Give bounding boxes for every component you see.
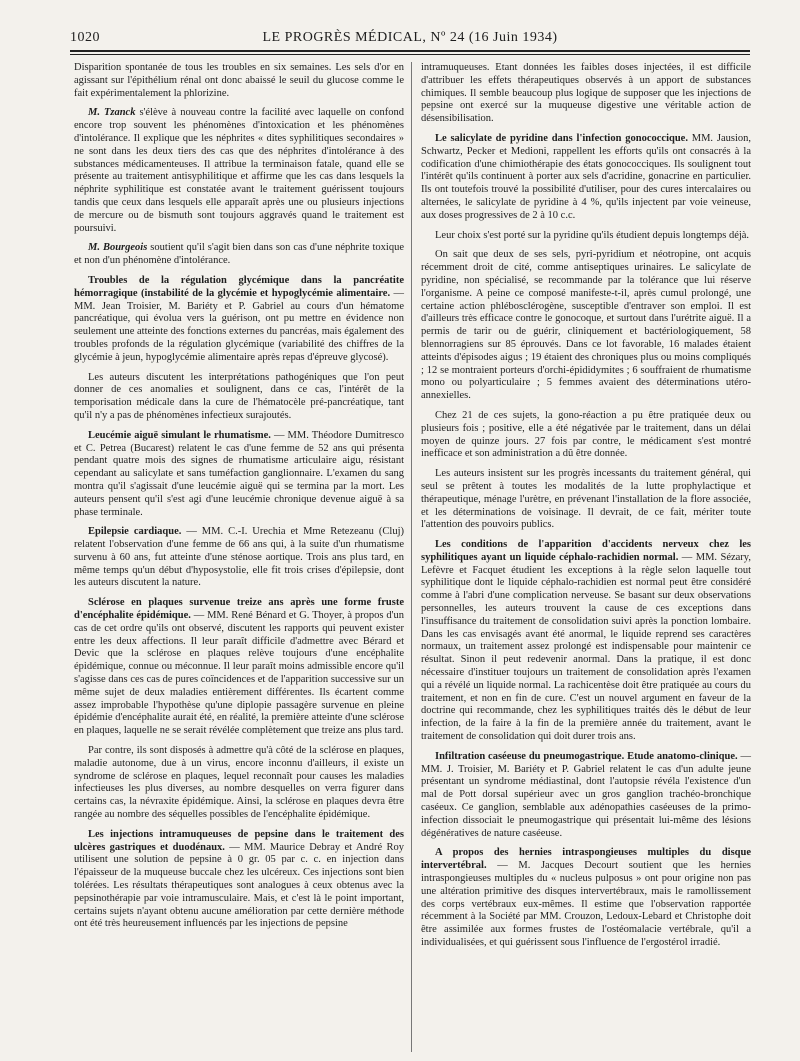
- section-heading: Troubles de la régulation glycémique dans la pancréatite hémorragique (instabilité de la glycémie et hypoglycémie alimentaire.: [74, 274, 404, 299]
- paragraph-text: Les auteurs discutent les interprétations pathogéniques que l'on peut donner de ces anomalies et soulignent, dans ce cas, l'intérêt de la temporisation médicale dans la cure de l'hématocèle pré-pancréatique, tant qu'il n'y a pas de phénomènes infectieux surajoutés.: [74, 371, 404, 421]
- paragraph-text: — M. Jacques Decourt soutient que les hernies intraspongieuses multiples du « nucleus pulposus » ont pour origine non pas une altération primitive des disques intervertébraux, mais le ramollissement des corps vertébraux eux-mêmes. Il estime que l'observation rapportée récemment à la Société par MM. Crouzon, Ledoux-Lebard et Christophe doit être assimilée aux formes frustes de l'ostéomalacie vertébrale, qu'il a individualisées, et qui guérissent sous l'influence de l'ergostérol irradié.: [421, 860, 751, 948]
- section-heading: Les conditions de l'apparition d'accidents nerveux chez les syphilitiques ayant un liquide céphalo-rachidien normal.: [421, 539, 751, 563]
- column-separator: [411, 62, 412, 1052]
- paragraph-text: Chez 21 de ces sujets, la gono-réaction a pu être pratiquée deux ou plusieurs fois ; positive, elle a été négativée par le traitement, dans un délai moyen de quinze jours. 27 fois par contre, le médicament s'est montré inefficace et son administration a dû être donnée.: [421, 409, 751, 460]
- section-heading: Leucémie aiguë simulant le rhumatisme.: [88, 429, 271, 441]
- paragraph: [74, 829, 404, 931]
- journal-title: LE PROGRÈS MÉDICAL, Nº 24 (16 Juin 1934): [262, 30, 558, 45]
- paragraph: [74, 597, 404, 738]
- paragraph-text: Les auteurs insistent sur les progrès incessants du traitement général, qui seul se prêtent à toutes les modalités de la lutte prophylactique et thérapeutique, ménage l'urètre, en prévenant l'installation de la flore associée, et les déterminations de voisinage. Il devrait, de ce fait, mériter toute l'attention des pouvoirs publics.: [421, 468, 751, 531]
- page-number: 1020: [70, 30, 100, 45]
- paragraph-text: s'élève à nouveau contre la facilité avec laquelle on confond encore trop souvent les phénomènes d'intoxication et les phénomènes d'intolérance. Il explique que les néphrites « dites syphilitiques secondaires » ne sont dans les deux tiers des cas que des néphrites d'intolérance à des substances médicamenteuses. Il attribue la terminaison fatale, quand elle se présente au traitement antisyphilitique et affirme que les cas dans lesquels la néphrite syphilitique est constatée avant le traitement guérissent toujours tandis que ceux dans lesquels elle apparaît après une ou plusieurs injections de mercure ou de bismuth sont toujours aggravés quand le traitement est poursuivi.: [74, 107, 404, 234]
- section-heading: Les injections intramuqueuses de pepsine dans le traitement des ulcères gastriques et duodénaux.: [74, 828, 404, 853]
- paragraph: [421, 133, 751, 223]
- paragraph: [74, 62, 404, 100]
- paragraph: [421, 847, 751, 949]
- paragraph: [74, 107, 404, 235]
- paragraph: [74, 242, 404, 268]
- header-rule-thin: [70, 54, 750, 55]
- paragraph: [74, 275, 404, 365]
- section-heading: Epilepsie cardiaque.: [88, 526, 182, 538]
- section-heading: A propos des hernies intraspongieuses multiples du disque intervertébral.: [421, 847, 751, 872]
- paragraph-text: MM. Jausion, Schwartz, Pecker et Medioni, rappellent les efforts qu'ils ont consacrés à la codification d'une chimiothérapie des états gonococciques. Ils soulignent tout l'intérêt qu'ils continuent à porter aux sels d'acridine, gonacrine en particulier. Ils ont toutefois trouvé la possibilité d'utiliser, pour des cures intercalaires ou alternées, le salicylate de pyridine à 4 %, qu'ils injectent par voie veineuse, aux doses progressives de 2 à 10 c.c.: [421, 132, 751, 221]
- paragraph-text: — MM. Jean Troisier, M. Bariéty et P. Gabriel au cours d'un hématome pancréatique, qui évolua vers la guérison, ont pu mettre en évidence non seulement une atteinte des fonctions externes du pancréas, mais également des troubles profonds de la régulation glycémique (variabilité des chiffres de la glycémie à jeun, hypoglycémie alimentaire après repas d'épreuve glycosé).: [74, 287, 404, 363]
- paragraph-text: soutient qu'il s'agit bien dans son cas d'une néphrite toxique et non d'un phénomène d'intolérance.: [74, 242, 404, 267]
- paragraph: [74, 526, 404, 590]
- paragraph: [74, 372, 404, 423]
- author-name: M. Bourgeois: [88, 242, 148, 254]
- page-header: [70, 28, 750, 50]
- paragraph: [421, 751, 751, 841]
- paragraph-text: — MM. J. Troisier, M. Bariéty et P. Gabriel relatent le cas d'un adulte jeune présentant un syndrome médiastinal, dont l'autopsie révéla l'existence d'un mal de Pott dorsal supérieur avec un gros ganglion trachéo-bronchique caséeux. Ce ganglion, semblable aux adénopathies caséeuses de la primo-infection dissociait le pneumogastrique qui présentait lui-même des lésions dégénératives de nature caséeuse.: [421, 750, 752, 839]
- paragraph-text: Par contre, ils sont disposés à admettre qu'à côté de la sclérose en plaques, maladie autonome, due à un virus, encore inconnu d'ailleurs, il existe un syndrome de sclérose en plaques, lequel reconnaît pour causes les maladies infectieuses les plus diverses, au nombre desquelles on verra figurer dans certains cas, la névraxite épidémique. Ainsi, la sclérose en plaques devra être rangée au nombre des séquelles possibles de l'encéphalite épidémique.: [74, 745, 404, 821]
- paragraph-text: intramuqueuses. Etant données les faibles doses injectées, il est difficile d'attribuer les effets thérapeutiques observés à un apport de substances chimiques. Il semble beaucoup plus logique de supposer que les injections de pepsine ont exercé sur la muqueuse digestive une véritable action de désensibilisation.: [421, 62, 751, 125]
- paragraph-text: — MM. Maurice Debray et André Roy utilisent une solution de pepsine à 0 gr. 05 par c. c. en injection dans l'épaisseur de la muqueuse buccale chez les ulcéreux. Ces injections sont bien tolérées. Les résultats thérapeutiques sont analogues à ceux obtenus avec la pepsinothérapie par voie intramusculaire. Mais, et c'est là le point important, certains sujets n'ayant obtenu aucune amélioration par cette dernière méthode ont été très heureusement influencés par les injections de pepsine: [74, 841, 404, 930]
- paragraph: [421, 468, 751, 532]
- header-rule: [70, 50, 750, 52]
- paragraph: [421, 249, 751, 403]
- paragraph: [421, 230, 751, 243]
- paragraph-text: — MM. Sézary, Lefèvre et Facquet étudient les exceptions à la règle selon laquelle tout syphilitique dont le liquide céphalo-rachidien est normal peut être considéré comme à l'abri d'une complication nerveuse. Se basant sur deux observations personnelles, les auteurs trouvent la cause de ces exceptions dans l'insuffisance du traitement de consolidation suivi après la ponction lombaire. Dans les cas envisagés avant été anormal, le liquide reprend ses caractères normaux, un traitement assez prolongé est indispensable pour maintenir ce résultat. Sinon il peut redevenir anormal. Dans la pratique, il est donc nécessaire d'instituer toujours un traitement de consolidation après l'examen qui a révélé un liquide normal. La rachicentèse doit être pratiquée au cours du traitement, et non en fin de cure. C'est un nouvel argument en faveur de la doctrine qui recommande, chez les syphilitiques traités dès le début de leur infection, de la faire à la fin de la première année du traitement, avant le traitement de consolidation qui doit durer trois ans.: [421, 551, 751, 743]
- section-heading: Sclérose en plaques survenue treize ans après une forme fruste d'encéphalite épidémique.: [74, 597, 404, 622]
- left-column: [74, 62, 404, 938]
- paragraph-text: — MM. Théodore Dumitresco et C. Petrea (Bucarest) relatent le cas d'une femme de 52 ans qui présenta pendant quatre mois des signes de rhumatisme articulaire aigu, résistant cependant au salicylate et sans tuméfaction ganglionnaire. L'examen du sang montra qu'il s'agissait d'une leucémie aiguë qui se termina par la mort. Les auteurs pensent qu'il s'est agi d'une leucémie chronique devenue aiguë à sa phase terminale.: [74, 429, 404, 518]
- paragraph: [74, 745, 404, 822]
- paragraph: [421, 410, 751, 461]
- paragraph: [421, 62, 751, 126]
- section-heading: Infiltration caséeuse du pneumogastrique. Etude anatomo-clinique.: [435, 750, 738, 762]
- author-name: M. Tzanck: [88, 107, 136, 119]
- paragraph-text: On sait que deux de ses sels, pyri-pyridium et néotropine, ont acquis récemment droit de cité, comme antiseptiques urinaires. Le salicylate de pyridine, non spécialisé, se recommande par la tolérance que lui réserve l'organisme. A peine ce composé manifeste-t-il, après cumul prolongé, une certaine action phlébosclérogène, susceptible d'entraver son emploi. Il est d'ailleurs très efficace contre le gonocoque, et surtout dans l'urétrite aiguë. Il a permis de tarir ou de guérir, cliniquement et bactériologiquement, 58 blennorragiens sur 85 éprouvés. Dans ce lot favorable, 16 malades étaient atteints d'épisodes aigus ; 19 étaient des chroniques plus ou moins compliqués ; 12 se montraient porteurs d'orchi-épididymites ; 6 souffraient de rhumatisme mono ou polyarticulaire ; 5 femmes avaient des déterminations utéro-annexielles.: [421, 249, 751, 402]
- section-heading: Le salicylate de pyridine dans l'infection gonococcique.: [435, 132, 688, 144]
- paragraph-text: Leur choix s'est porté sur la pyridine qu'ils étudient depuis longtemps déjà.: [435, 229, 750, 241]
- paragraph-text: Disparition spontanée de tous les troubles en six semaines. Les sels d'or en agissant sur l'épithélium rénal ont donc abaissé le seuil du glucose comme le fait expérimentalement la phlorizine.: [74, 62, 404, 99]
- right-column: [421, 62, 751, 957]
- paragraph: [421, 539, 751, 744]
- paragraph-text: — MM. C.-I. Urechia et Mme Retezeanu (Cluj) relatent l'observation d'une femme de 66 ans qui, à la suite d'un rhumatisme survenu à 60 ans, fut atteinte d'une sténose aortique. Trois ans plus tard, en même temps qu'un début d'hyposystolie, elle fit trois crises d'épilepsie, dont les auteurs discutent la nature.: [74, 526, 404, 589]
- paragraph-text: — MM. René Bénard et G. Thoyer, à propos d'un cas de cet ordre qu'ils ont observé, discutent les rapports qui peuvent exister entre les deux affections. Il leur paraît difficile d'admettre avec Bérard et Devic que la sclérose en plaques relève toujours d'une encéphalite épidémique, connue ou méconnue. Il leur paraît moins admissible encore qu'il s'agisse dans ces cas de pures coïncidences et de l'apparition successive sur un même sujet de deux maladies entièrement différentes. Ils écartent comme assez improbable l'hypothèse qu'une diplopie passagère survenue en pleine épidémie d'encéphalite aurait été, en réalité, la première atteinte d'une sclérose en plaques, laquelle ne se serait révélée complètement que treize ans plus tard.: [74, 610, 404, 737]
- paragraph: [74, 430, 404, 520]
